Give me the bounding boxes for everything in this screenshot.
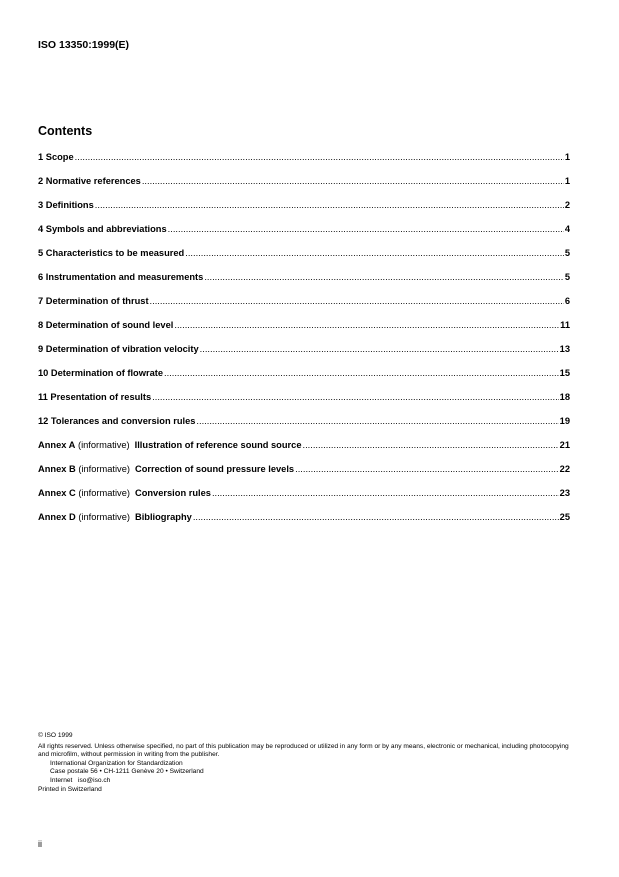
toc-entry-page: 1: [564, 152, 570, 162]
toc-annex-d[interactable]: [38, 512, 570, 536]
annex-note: (informative): [78, 464, 130, 474]
toc-entry-page: 21: [559, 440, 570, 450]
toc-entry-page: 4: [564, 224, 570, 234]
toc-leader: [164, 368, 559, 378]
toc-entry-title: 3 Definitions: [38, 200, 94, 210]
toc-entry-page: 2: [564, 200, 570, 210]
annex-note: (informative): [78, 512, 130, 522]
toc-leader: [95, 200, 564, 210]
page-number: ii: [38, 839, 42, 849]
annex-label: Annex C: [38, 488, 76, 498]
toc-leader: [142, 176, 564, 186]
toc-entry-page: 13: [559, 344, 570, 354]
toc-entry-page: 23: [559, 488, 570, 498]
toc-entry-title: 12 Tolerances and conversion rules: [38, 416, 196, 426]
toc-leader: [168, 224, 564, 234]
internet-contact: [38, 777, 578, 786]
toc-entry-10[interactable]: [38, 368, 570, 392]
toc-leader: [303, 440, 559, 450]
toc-entry-title: 7 Determination of thrust: [38, 296, 149, 306]
toc-leader: [212, 488, 559, 498]
toc-entry-title: 4 Symbols and abbreviations: [38, 224, 167, 234]
annex-note: (informative): [78, 488, 130, 498]
toc-entry-page: 18: [559, 392, 570, 402]
annex-title: Bibliography: [134, 512, 192, 522]
contents-heading: Contents: [38, 124, 93, 138]
toc-entry-4[interactable]: [38, 224, 570, 248]
toc-entry-title: 9 Determination of vibration velocity: [38, 344, 199, 354]
toc-entry-2[interactable]: [38, 176, 570, 200]
toc-leader: [204, 272, 564, 282]
internet-email[interactable]: iso@iso.ch: [78, 776, 111, 784]
toc-leader: [152, 392, 559, 402]
toc-leader: [185, 248, 564, 258]
toc-entry-title: 6 Instrumentation and measurements: [38, 272, 204, 282]
toc-annex-a[interactable]: [38, 440, 570, 464]
annex-title: Conversion rules: [134, 488, 211, 498]
toc-entry-11[interactable]: [38, 392, 570, 416]
toc-entry-page: 25: [559, 512, 570, 522]
toc-leader: [75, 152, 564, 162]
copyright-footer: [38, 732, 578, 794]
toc-entry-3[interactable]: [38, 200, 570, 224]
annex-label: Annex B: [38, 464, 76, 474]
toc-entry-12[interactable]: [38, 416, 570, 440]
toc-leader: [193, 512, 559, 522]
toc-entry-title: 8 Determination of sound level: [38, 320, 174, 330]
toc-entry-page: 11: [560, 320, 570, 330]
organization-address: Case postale 56 • CH-1211 Genève 20 • Switzerland: [50, 768, 204, 776]
toc-entry-title: 11 Presentation of results: [38, 392, 152, 402]
toc-leader: [200, 344, 559, 354]
toc-leader: [295, 464, 559, 474]
toc-entry-9[interactable]: [38, 344, 570, 368]
annex-label: Annex A: [38, 440, 76, 450]
toc-entry-1[interactable]: [38, 152, 570, 176]
toc-entry-page: 22: [559, 464, 570, 474]
toc-leader: [174, 320, 559, 330]
toc-entry-page: 5: [564, 272, 570, 282]
toc-entry-8[interactable]: [38, 320, 570, 344]
document-id: ISO 13350:1999(E): [38, 39, 130, 51]
toc-entry-page: 15: [559, 368, 570, 378]
printed-in: Printed in Switzerland: [38, 785, 102, 793]
toc-entry-title: 10 Determination of flowrate: [38, 368, 164, 378]
toc-entry-title: 1 Scope: [38, 152, 74, 162]
rights-statement: All rights reserved. Unless otherwise specified, no part of this publication may be reproduced or utilized in any form or by any means, electronic or mechanical, including photocopying and microfilm, without permission in writing from the publisher.: [38, 742, 569, 759]
toc-entry-title: 2 Normative references: [38, 176, 141, 186]
annex-label: Annex D: [38, 512, 76, 522]
toc-leader: [150, 296, 564, 306]
annex-title: Illustration of reference sound source: [134, 440, 302, 450]
toc-entry-page: 6: [564, 296, 570, 306]
table-of-contents: [38, 152, 570, 536]
toc-leader: [196, 416, 558, 426]
toc-entry-page: 19: [559, 416, 570, 426]
annex-title: Correction of sound pressure levels: [134, 464, 295, 474]
toc-entry-page: 5: [564, 248, 570, 258]
toc-entry-title: 5 Characteristics to be measured: [38, 248, 185, 258]
toc-entry-7[interactable]: [38, 296, 570, 320]
toc-entry-page: 1: [564, 176, 570, 186]
annex-note: (informative): [77, 440, 130, 450]
organization-name: International Organization for Standardization: [50, 759, 183, 767]
toc-annex-c[interactable]: [38, 488, 570, 512]
toc-entry-6[interactable]: [38, 272, 570, 296]
toc-entry-5[interactable]: [38, 248, 570, 272]
toc-annex-b[interactable]: [38, 464, 570, 488]
internet-label: Internet: [50, 776, 73, 784]
copyright-notice: © ISO 1999: [38, 732, 73, 739]
